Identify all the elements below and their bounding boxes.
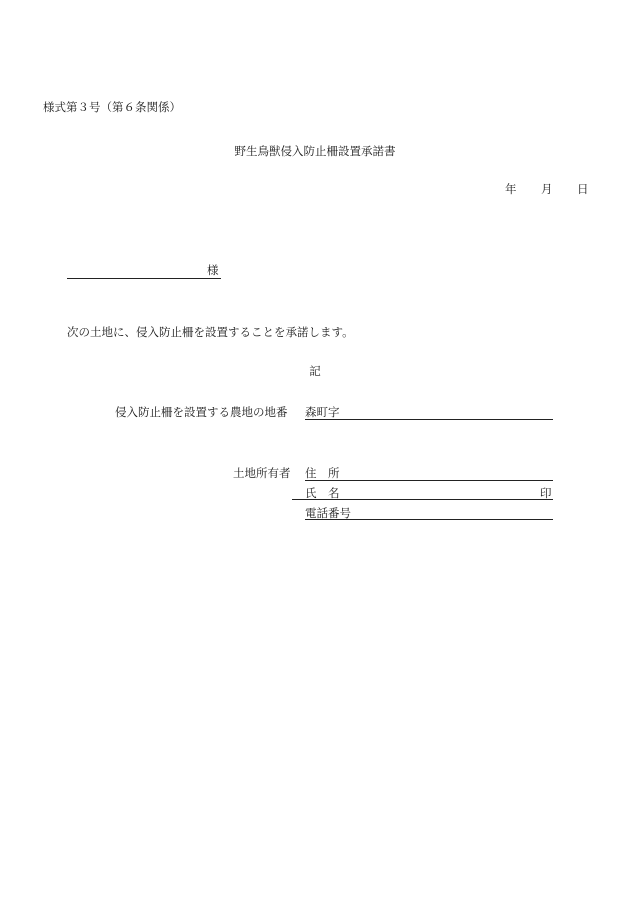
land-lot-label: 侵入防止柵を設置する農地の地番 xyxy=(115,405,288,419)
date-day-label: 日 xyxy=(577,182,589,196)
addressee-blank-line[interactable] xyxy=(67,278,221,279)
phone-label: 電話番号 xyxy=(305,506,351,520)
address-label: 住 所 xyxy=(305,466,340,480)
date-year-label: 年 xyxy=(505,182,517,196)
ki-heading: 記 xyxy=(309,364,321,378)
land-lot-value: 森町字 xyxy=(305,405,340,419)
phone-field-line[interactable] xyxy=(305,519,553,520)
name-label: 氏 名 xyxy=(305,486,340,500)
landowner-label: 土地所有者 xyxy=(233,466,291,480)
consent-statement: 次の土地に、侵入防止柵を設置することを承諾します。 xyxy=(67,325,354,339)
form-number: 様式第３号（第６条関係） xyxy=(43,100,181,114)
date-month-label: 月 xyxy=(541,182,553,196)
name-field-line[interactable] xyxy=(292,499,553,500)
land-lot-underline[interactable] xyxy=(305,419,553,420)
address-field-line[interactable] xyxy=(305,480,553,481)
seal-mark: 印 xyxy=(540,486,552,500)
addressee-suffix: 様 xyxy=(207,263,219,277)
document-title: 野生鳥獣侵入防止柵設置承諾書 xyxy=(234,144,396,158)
